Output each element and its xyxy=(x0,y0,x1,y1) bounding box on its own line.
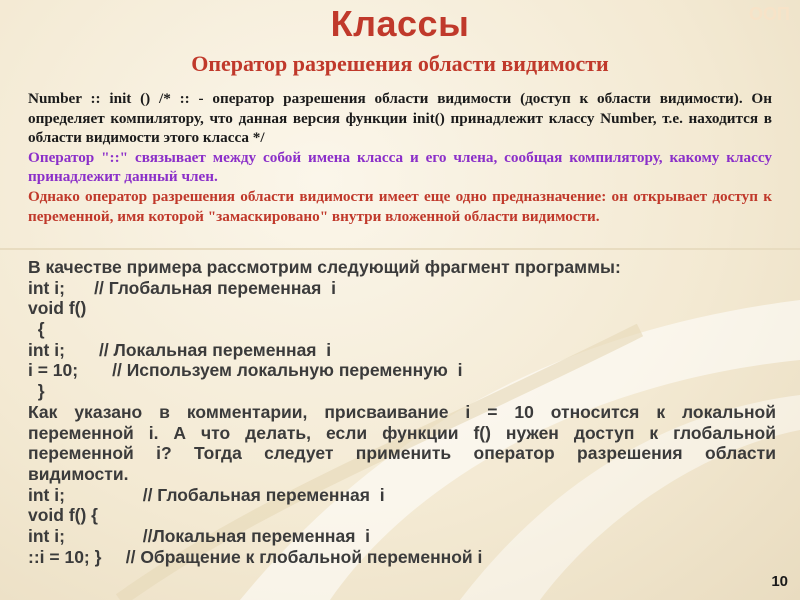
code-line: int i; // Локальная переменная i xyxy=(28,339,332,360)
explanation-line: Как указано в комментарии, присваивание i = 10 относится к локальной xyxy=(28,401,776,422)
code-line: int i; // Глобальная переменная i xyxy=(28,277,336,298)
code-line: void f() xyxy=(28,298,87,319)
section-divider xyxy=(0,248,800,250)
red-paragraph: Однако оператор разрешения области видимости имеет еще одно предназначение: он открывает доступ к переменной, имя которой "замаскировано" внутри вложенной области видимости. xyxy=(28,187,772,225)
code-line: } xyxy=(28,381,45,402)
explanation-line: переменной i? Тогда следует применить оператор разрешения области xyxy=(28,443,776,464)
explanation-line: видимости. xyxy=(28,463,129,484)
code-line: int i; //Локальная переменная i xyxy=(28,525,371,546)
topic-tag: ООП xyxy=(749,4,790,24)
explanation-line: переменной i. А что делать, если функции f() нужен доступ к глобальной xyxy=(28,422,776,443)
code-line: ::i = 10; } // Обращение к глобальной переменной i xyxy=(28,546,483,567)
slide-subtitle: Оператор разрешения области видимости xyxy=(191,51,609,76)
slide-title: Классы xyxy=(330,3,470,44)
lower-text-block xyxy=(28,257,776,567)
black-paragraph: Number :: init () /* :: - оператор разрешения области видимости (доступ к области видимости). Он определяет компилятору, что данная версия функции init() принадлежит классу Number, т.е. находится в области видимости этого класса */ xyxy=(28,90,772,147)
purple-paragraph: Оператор "::" связывает между собой имена класса и его члена, сообщая компилятору, какому классу принадлежит данный член. xyxy=(28,148,772,186)
page-number: 10 xyxy=(771,573,788,590)
upper-text-block xyxy=(28,89,772,226)
code-line: i = 10; // Используем локальную переменную i xyxy=(28,360,463,381)
code-line: { xyxy=(28,319,45,340)
code-line: int i; // Глобальная переменная i xyxy=(28,484,385,505)
intro-line: В качестве примера рассмотрим следующий фрагмент программы: xyxy=(28,257,621,277)
code-line: void f() { xyxy=(28,505,98,526)
